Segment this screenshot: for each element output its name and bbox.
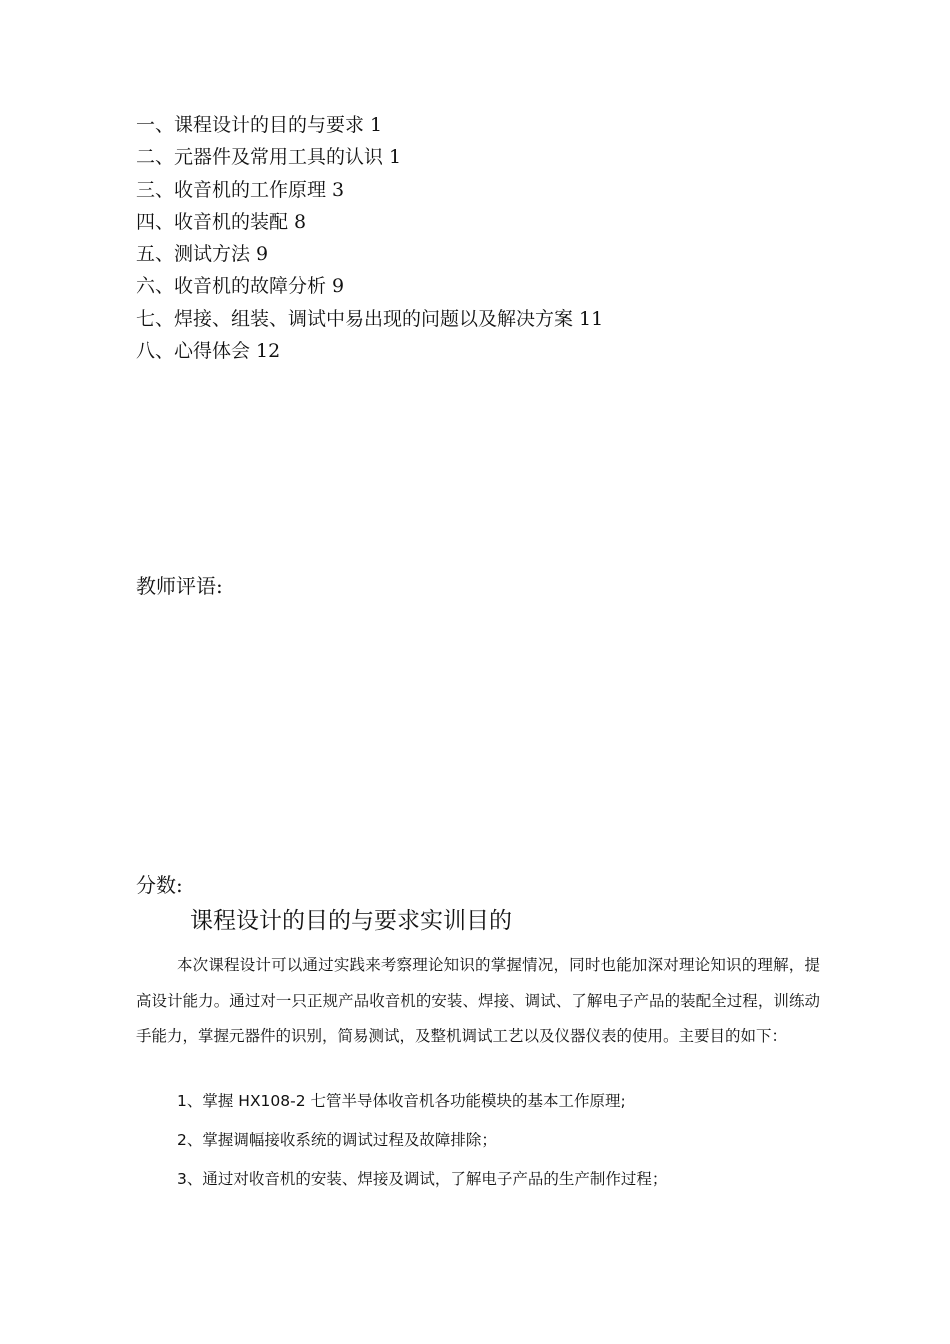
toc-item: 五、测试方法 9 bbox=[136, 243, 269, 266]
list-item: 1、掌握 HX108-2 七管半导体收音机各功能模块的基本工作原理; bbox=[177, 1092, 626, 1110]
list-item: 2、掌握调幅接收系统的调试过程及故障排除； bbox=[177, 1131, 497, 1149]
toc-item: 六、收音机的故障分析 9 bbox=[136, 275, 345, 298]
toc-item: 八、心得体会 12 bbox=[136, 340, 281, 363]
toc-item: 二、元器件及常用工具的认识 1 bbox=[136, 146, 402, 169]
score-label: 分数: bbox=[136, 873, 183, 897]
section-title: 课程设计的目的与要求实训目的 bbox=[190, 908, 512, 934]
list-item: 3、通过对收音机的安装、焊接及调试，了解电子产品的生产制作过程； bbox=[177, 1170, 668, 1188]
toc-item: 四、收音机的装配 8 bbox=[136, 210, 307, 233]
body-paragraph: 本次课程设计可以通过实践来考察理论知识的掌握情况，同时也能加深对理论知识的理解，提高设计能力。通过对一只正规产品收音机的安装、焊接、调试、了解电子产品的装配全过程，训练动手能力，掌握元器件的识别，简易测试，及整机调试工艺以及仪器仪表的使用。主要目的如下： bbox=[136, 956, 820, 1045]
toc-item: 一、课程设计的目的与要求 1 bbox=[136, 114, 383, 136]
toc-item: 三、收音机的工作原理 3 bbox=[136, 178, 345, 201]
goals-list bbox=[177, 1086, 827, 1203]
table-of-contents bbox=[136, 109, 836, 367]
toc-item: 七、焊接、组装、调试中易出现的问题以及解决方案 11 bbox=[136, 307, 604, 330]
teacher-comment-label: 教师评语: bbox=[136, 574, 223, 598]
